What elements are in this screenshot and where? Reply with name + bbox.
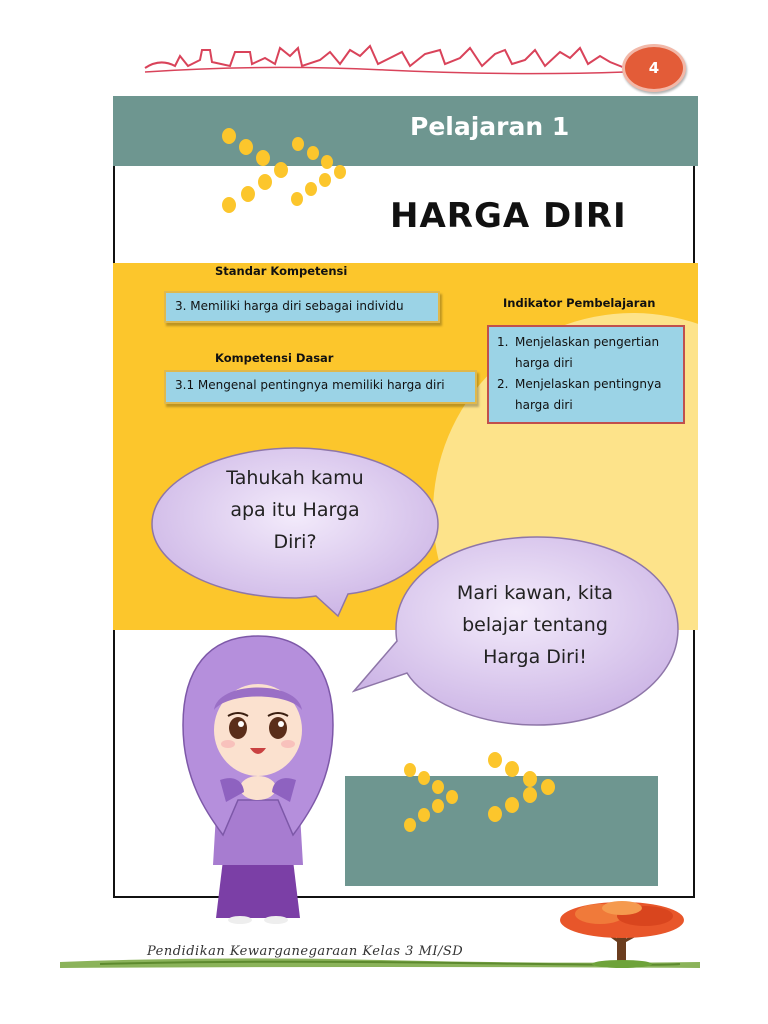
kompetensi-dasar-box [164,370,477,404]
house-skyline-border-icon [140,38,630,78]
indikator-item-line: harga diri [515,398,573,412]
standar-kompetensi-box [164,291,440,323]
indikator-item-line: harga diri [515,356,573,370]
answer-bubble-line: Mari kawan, kita [456,582,614,604]
lesson-label: Pelajaran 1 [410,112,570,141]
indikator-item [497,332,675,374]
flame-tree-icon [555,898,690,968]
standar-kompetensi-label: Standar Kompetensi [215,264,348,278]
dots-decoration-icon [215,122,355,217]
answer-bubble [425,577,645,673]
footer-text: Pendidikan Kewarganegaraan Kelas 3 MI/SD [147,944,464,959]
answer-bubble-line: belajar tentang [462,614,608,636]
indikator-box [487,325,685,424]
hijab-girl-icon [178,630,338,925]
indikator-item-line: Menjelaskan pengertian [515,335,660,349]
indikator-item-number: 2. [497,377,509,391]
indikator-label: Indikator Pembelajaran [503,296,656,310]
page-number-badge: 4 [622,44,686,92]
answer-bubble-line: Harga Diri! [483,646,587,668]
question-bubble-line: Diri? [273,531,317,553]
question-bubble-line: Tahukah kamu [226,467,364,489]
kompetensi-dasar-label: Kompetensi Dasar [215,351,334,365]
indikator-item-line: Menjelaskan pentingnya [515,377,662,391]
dots-decoration-icon [400,750,565,835]
page-title: HARGA DIRI [390,196,627,236]
kompetensi-dasar-text: 3.1 Mengenal pentingnya memiliki harga diri [175,378,445,392]
standar-kompetensi-text: 3. Memiliki harga diri sebagai individu [175,299,404,313]
header-band [113,96,698,166]
question-bubble-line: apa itu Harga [230,499,360,521]
indikator-item-number: 1. [497,335,509,349]
indikator-item [497,374,675,416]
